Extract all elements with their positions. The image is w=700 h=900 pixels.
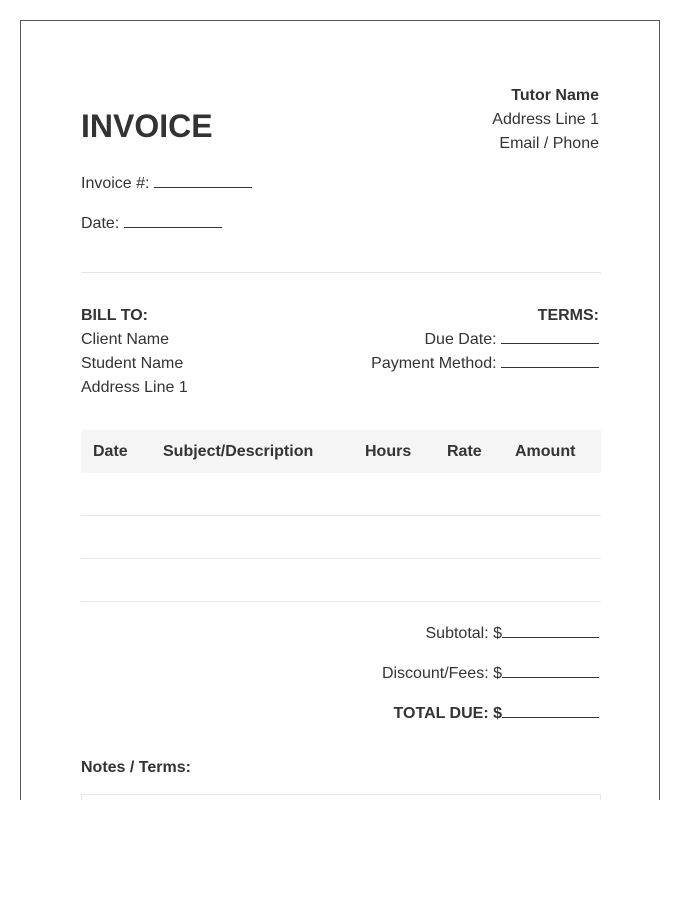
total-due-label: TOTAL DUE: $ (393, 705, 502, 722)
table-row[interactable] (81, 559, 601, 602)
discount-label: Discount/Fees: $ (381, 665, 502, 682)
line-items-table (81, 430, 601, 602)
bill-to-heading: BILL TO: (81, 307, 148, 324)
invoice-number-field (81, 172, 252, 196)
total-due-blank[interactable] (502, 703, 599, 718)
column-header-amount: Amount (515, 442, 576, 460)
student-name: Student Name (81, 355, 184, 372)
payment-method-blank[interactable] (501, 353, 599, 368)
payment-method-field (371, 352, 599, 376)
header-divider (81, 272, 601, 273)
table-header (81, 430, 601, 473)
discount-line (382, 662, 599, 686)
column-header-rate: Rate (447, 442, 482, 460)
subtotal-blank[interactable] (502, 623, 599, 638)
tutor-info (492, 84, 599, 156)
due-date-field (371, 328, 599, 352)
bill-to-section (81, 304, 188, 400)
column-header-hours: Hours (365, 442, 412, 460)
terms-heading: TERMS: (537, 307, 599, 324)
total-due-line (394, 702, 599, 726)
date-field (81, 212, 222, 236)
invoice-sheet (20, 20, 660, 800)
bill-to-address: Address Line 1 (81, 379, 188, 396)
tutor-contact: Email / Phone (499, 135, 599, 152)
subtotal-label: Subtotal: $ (425, 625, 502, 642)
tutor-address: Address Line 1 (492, 111, 599, 128)
notes-box[interactable] (81, 794, 601, 800)
subtotal-line (426, 622, 600, 646)
client-name: Client Name (81, 331, 170, 348)
due-date-blank[interactable] (501, 329, 599, 344)
due-date-label: Due Date: (424, 331, 497, 348)
table-row[interactable] (81, 516, 601, 559)
tutor-name: Tutor Name (511, 87, 599, 104)
invoice-number-blank[interactable] (154, 173, 252, 188)
column-header-date: Date (93, 442, 128, 460)
table-row[interactable] (81, 473, 601, 516)
discount-blank[interactable] (502, 663, 599, 678)
notes-label: Notes / Terms: (81, 759, 191, 776)
terms-section (371, 304, 599, 376)
date-label: Date: (81, 215, 120, 232)
invoice-title: INVOICE (81, 108, 213, 144)
payment-method-label: Payment Method: (371, 355, 497, 372)
invoice-number-label: Invoice #: (81, 175, 150, 192)
column-header-description: Subject/Description (163, 442, 314, 460)
date-blank[interactable] (124, 213, 222, 228)
